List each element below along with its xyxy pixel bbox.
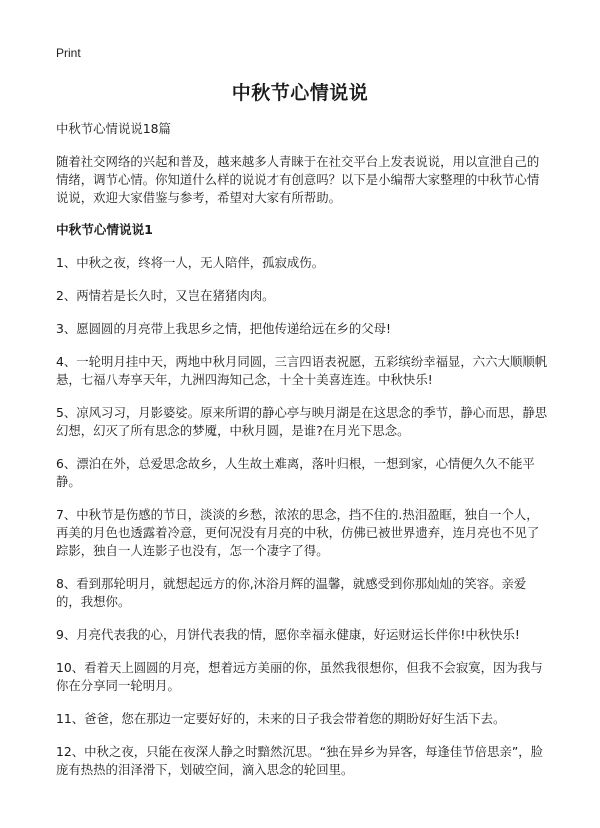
list-item: 3、愿圆圆的月亮带上我思乡之情，把他传递给远在乡的父母! [56, 321, 392, 336]
list-item: 9、月亮代表我的心，月饼代表我的情，愿你幸福永健康，好运财运长伴你!中秋快乐! [56, 627, 520, 642]
list-item: 1、中秋之夜，终将一人，无人陪伴，孤寂成伤。 [56, 255, 325, 270]
list-item: 7、中秋节是伤感的节日，淡淡的乡愁，浓浓的思念，挡不住的.热泪盈眶，独自一个人，再美的月色也透露着冷意，更何况没有月亮的中秋，仿佛已被世界遗弃，连月亮也不见了踪影，独自一人连影子也没有，怎一个凄字了得。 [56, 507, 540, 558]
article-body [56, 120, 548, 794]
list-item: 10、看着天上圆圆的月亮，想着远方美丽的你，虽然我很想你，但我不会寂寞，因为我与你在分享同一轮明月。 [56, 660, 543, 693]
intro-paragraph: 随着社交网络的兴起和普及，越来越多人青睐于在社交平台上发表说说，用以宣泄自己的情绪，调节心情。你知道什么样的说说才有创意吗？以下是小编帮大家整理的中秋节心情说说，欢迎大家借鉴与参考，希望对大家有所帮助。 [56, 154, 540, 205]
section-heading: 中秋节心情说说1 [56, 222, 153, 237]
list-item: 8、看到那轮明月，就想起远方的你,沐浴月辉的温馨，就感受到你那灿灿的笑容。亲爱的，我想你。 [56, 576, 527, 609]
list-item: 4、一轮明月挂中天，两地中秋月同圆，三言四语表祝愿，五彩缤纷幸福显，六六大顺顺帆悬，七福八寿享天年，九洲四海知己念，十全十美喜连连。中秋快乐! [56, 354, 548, 387]
list-item: 5、凉风习习，月影婆娑。原来所谓的静心亭与映月湖是在这思念的季节，静心而思，静思幻想，幻灭了所有思念的梦魇，中秋月圆，是谁?在月光下思念。 [56, 405, 548, 438]
list-item: 12、中秋之夜，只能在夜深人静之时黯然沉思。“独在异乡为异客，每逢佳节倍思亲”，脸庞有热热的泪泽滑下，划破空间，滴入思念的轮回里。 [56, 744, 544, 777]
list-item: 11、爸爸，您在那边一定要好好的，未来的日子我会带着您的期盼好好生活下去。 [56, 711, 506, 726]
list-item: 6、漂泊在外，总爱思念故乡，人生故土难离，落叶归根，一想到家，心情便久久不能平静。 [56, 456, 535, 489]
page-title: 中秋节心情说说 [231, 82, 369, 104]
article-subtitle: 中秋节心情说说18篇 [56, 121, 171, 136]
print-link[interactable]: Print [56, 46, 81, 60]
list-item: 2、两情若是长久时，又岂在猪猪肉肉。 [56, 288, 275, 303]
